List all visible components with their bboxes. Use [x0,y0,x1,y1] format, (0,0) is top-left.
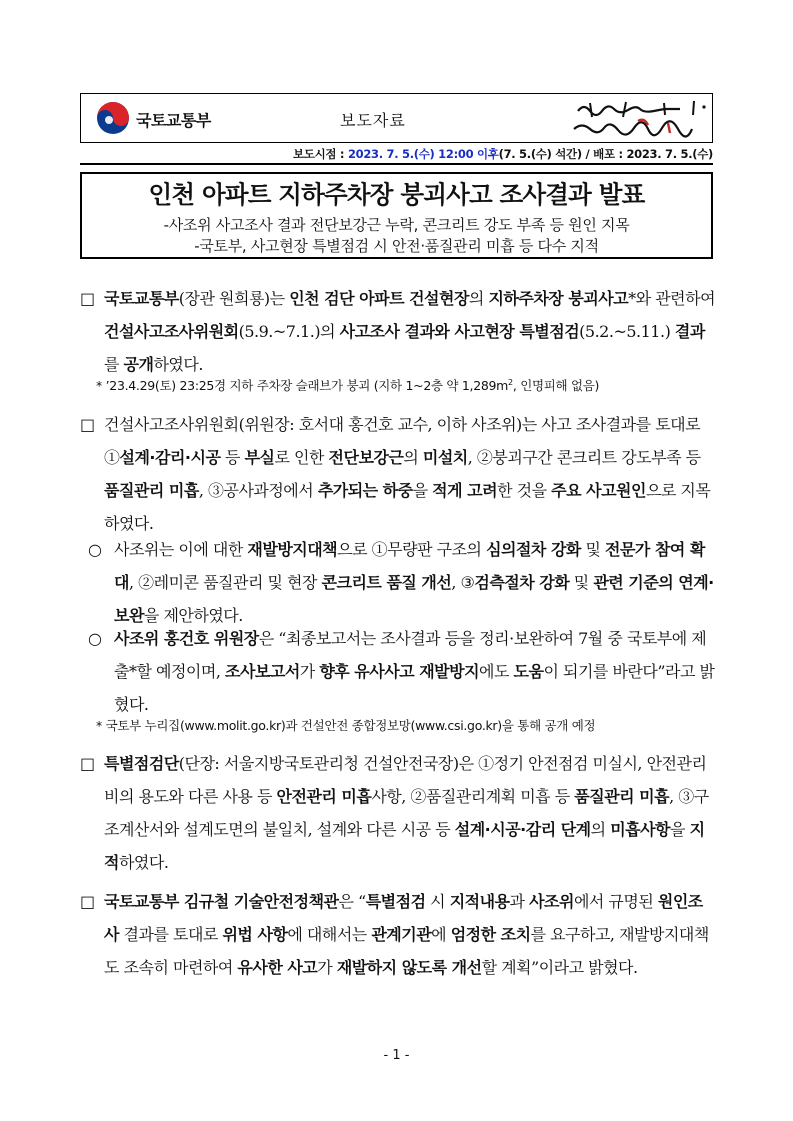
note1-text: , 인명피해 없음) [512,378,600,393]
subtitle-1: -사조위 사고조사 결과 전단보강근 누락, 콘크리트 강도 부족 등 원인 지목 [163,216,630,234]
release-underline [80,163,713,165]
p3-text: 검측절차 강화 [474,573,570,592]
p5-text: 을 [670,820,690,839]
p1-text: 의 [468,289,489,308]
p2-text: 미설치 [422,448,468,467]
slogan-brush-icon [568,97,710,139]
p5-text: 의 [590,820,611,839]
p5-text: 사항, ②품질관리계획 미흡 등 [371,787,575,806]
p6-text: 엄정한 조치 [450,925,531,944]
p6-text: 시 [425,892,450,911]
p1-text: *와 관련하여 [628,289,716,308]
subtitle-2: -국토부, 사고현장 특별점검 시 안전·품질관리 미흡 등 다수 지적 [194,237,599,255]
paragraph-1 [104,282,716,381]
p5-text: , ③구조계산서와 설계도면의 불일치, 설계와 다른 시공 등 [104,787,709,839]
p6-text: 재발하지 않도록 개선 [336,958,482,977]
page-number: - 1 - [383,1048,410,1063]
p1-text: (5.9.~7.1.)의 [238,322,340,341]
p3-text: 을 제안하였다. [143,606,243,625]
p1-text: 지하주차장 붕괴사고 [488,289,629,308]
p6-text: 에 대해서는 [287,925,372,944]
p2-text: 주요 사고원인 [551,481,646,500]
p4-text: 에도 [479,662,514,681]
paragraph-6 [104,885,716,984]
p6-text: 결과를 토대로 [118,925,223,944]
p5-text: 미흡사항 [610,820,671,839]
p5-text: 특별점검단 [104,754,179,773]
p4-text: 사조위 홍건호 위원장 [114,629,259,648]
p5-text: 지적 [104,820,705,872]
box-bullet: □ [80,754,96,773]
p1-text: (5.2.~5.11.) [579,322,675,341]
box-bullet: □ [80,415,96,434]
p1-text: 공개 [123,355,154,374]
p4-text: 도움 [513,662,544,681]
p6-text: 유사한 사고 [237,958,318,977]
p2-text: 으로 지목하였다. [104,481,711,533]
p2-text: , ②붕괴구간 콘크리트 강도부족 등 [467,448,701,467]
p1-text: 하였다. [153,355,203,374]
p6-text: 위법 사항 [222,925,288,944]
p3-text: 콘크리트 품질 개선 [321,573,452,592]
p3-text: 및 [569,573,594,592]
note1-text: * ’23.4.29(토) 23:25경 지하 주차장 슬래브가 붕괴 (지하 1~2층 약 1,289m [96,378,509,393]
footnote-1 [96,376,599,394]
paragraph-4 [114,622,716,721]
p4-text: 은 “최종보고서는 조사결과 등을 정리·보완하여 7월 중 국토부에 제출*할 예정이며, [114,629,707,681]
p3-text: 및 [580,540,606,559]
p2-text: 등 [220,448,245,467]
p2-text: 을 [412,481,433,500]
release-datetime: 2023. 7. 5.(수) 12:00 이후 [347,147,499,161]
p4-text: 이 되기를 바란다”라고 밝혔다. [114,662,715,714]
release-info [293,146,713,162]
p2-text: 의 [403,448,423,467]
p6-text: 에 [431,925,451,944]
p6-text: 가 [317,958,337,977]
paragraph-2 [104,408,716,540]
p6-text: 사조위 [529,892,574,911]
p2-text: 부실 [244,448,275,467]
p3-text: 재발방지대책 [247,540,338,559]
paragraph-5 [104,747,716,879]
org-name: 국토교통부 [136,111,211,130]
p3-text: 사조위는 이에 대한 [114,540,248,559]
p3-text: 관련 기준의 연계·보완 [114,573,714,625]
p6-text: 를 요구하고, 재발방지대책도 조속히 마련하여 [104,925,709,977]
p4-text: 조사보고서 [225,662,300,681]
p4-text: 가 [299,662,320,681]
p1-text: 건설사고조사위원회 [104,322,239,341]
main-title: 인천 아파트 지하주차장 붕괴사고 조사결과 발표 [148,180,645,209]
p2-text: , ③공사과정에서 [198,481,318,500]
p6-text: 은 “ [338,892,366,911]
p5-text: 품질관리 미흡 [574,787,670,806]
p1-text: 를 [104,355,124,374]
release-distribution: (7. 5.(수) 석간) / 배포 : 2023. 7. 5.(수) [498,147,713,161]
release-label: 보도시점 : [292,147,348,161]
box-bullet: □ [80,892,96,911]
note1-superscript: 2 [508,377,513,387]
p2-text: 품질관리 미흡 [104,481,199,500]
p3-text: 으로 ①무량판 구조의 [337,540,487,559]
p3-text: 심의절차 강화 [486,540,581,559]
circle-bullet: ○ [88,540,102,559]
p2-text: 한 것을 [497,481,552,500]
box-bullet: □ [80,289,96,308]
doc-type: 보도자료 [340,111,406,130]
p6-text: 에서 규명된 [573,892,658,911]
p6-text: 과 [509,892,530,911]
p2-text: 로 인한 [274,448,329,467]
circle-bullet: ○ [88,629,102,648]
p2-text: 추가되는 하중 [317,481,413,500]
p2-text: 설계·감리·시공 [119,448,221,467]
p2-text: 건설사고조사위원회(위원장: 호서대 홍건호 교수, 이하 사조위)는 사고 조사결과를 토대로 ① [104,415,701,467]
p1-text: 국토교통부 [104,289,179,308]
p2-text: 전단보강근 [328,448,404,467]
p1-text: (장관 원희룡)는 [178,289,290,308]
p6-text: 국토교통부 김규철 기술안전정책관 [104,892,339,911]
p6-text: 특별점검 [365,892,426,911]
p1-text: 사고조사 결과와 사고현장 특별점검 [339,322,580,341]
p1-text: 인천 검단 아파트 건설현장 [289,289,469,308]
p4-text: 향후 유사사고 재발방지 [319,662,480,681]
p1-text: 결과 [674,322,705,341]
p6-text: 할 계획”이라고 밝혔다. [481,958,638,977]
p3-text: 전문가 참여 확대 [114,540,705,592]
p6-text: 지적내용 [449,892,510,911]
p3-text: , ③ [451,573,475,592]
p2-text: 적게 고려 [432,481,498,500]
paragraph-3 [114,533,716,632]
p6-text: 원인조사 [104,892,703,944]
taegeuk-logo-icon [96,101,130,135]
p5-text: (단장: 서울지방국토관리청 건설안전국장)은 ①정기 안전점검 미실시, 안전관리비의 용도와 다른 사용 등 [104,754,707,806]
footnote-2: * 국토부 누리집(www.molit.go.kr)과 건설안전 종합정보망(www.csi.go.kr)을 통해 공개 예정 [96,718,596,733]
p5-text: 설계·시공·감리 단계 [454,820,591,839]
p3-text: , ②레미콘 품질관리 및 현장 [128,573,322,592]
p5-text: 안전관리 미흡 [276,787,372,806]
p6-text: 관계기관 [371,925,432,944]
slogan-calligraphy [568,97,710,139]
p5-text: 하였다. [118,853,169,872]
